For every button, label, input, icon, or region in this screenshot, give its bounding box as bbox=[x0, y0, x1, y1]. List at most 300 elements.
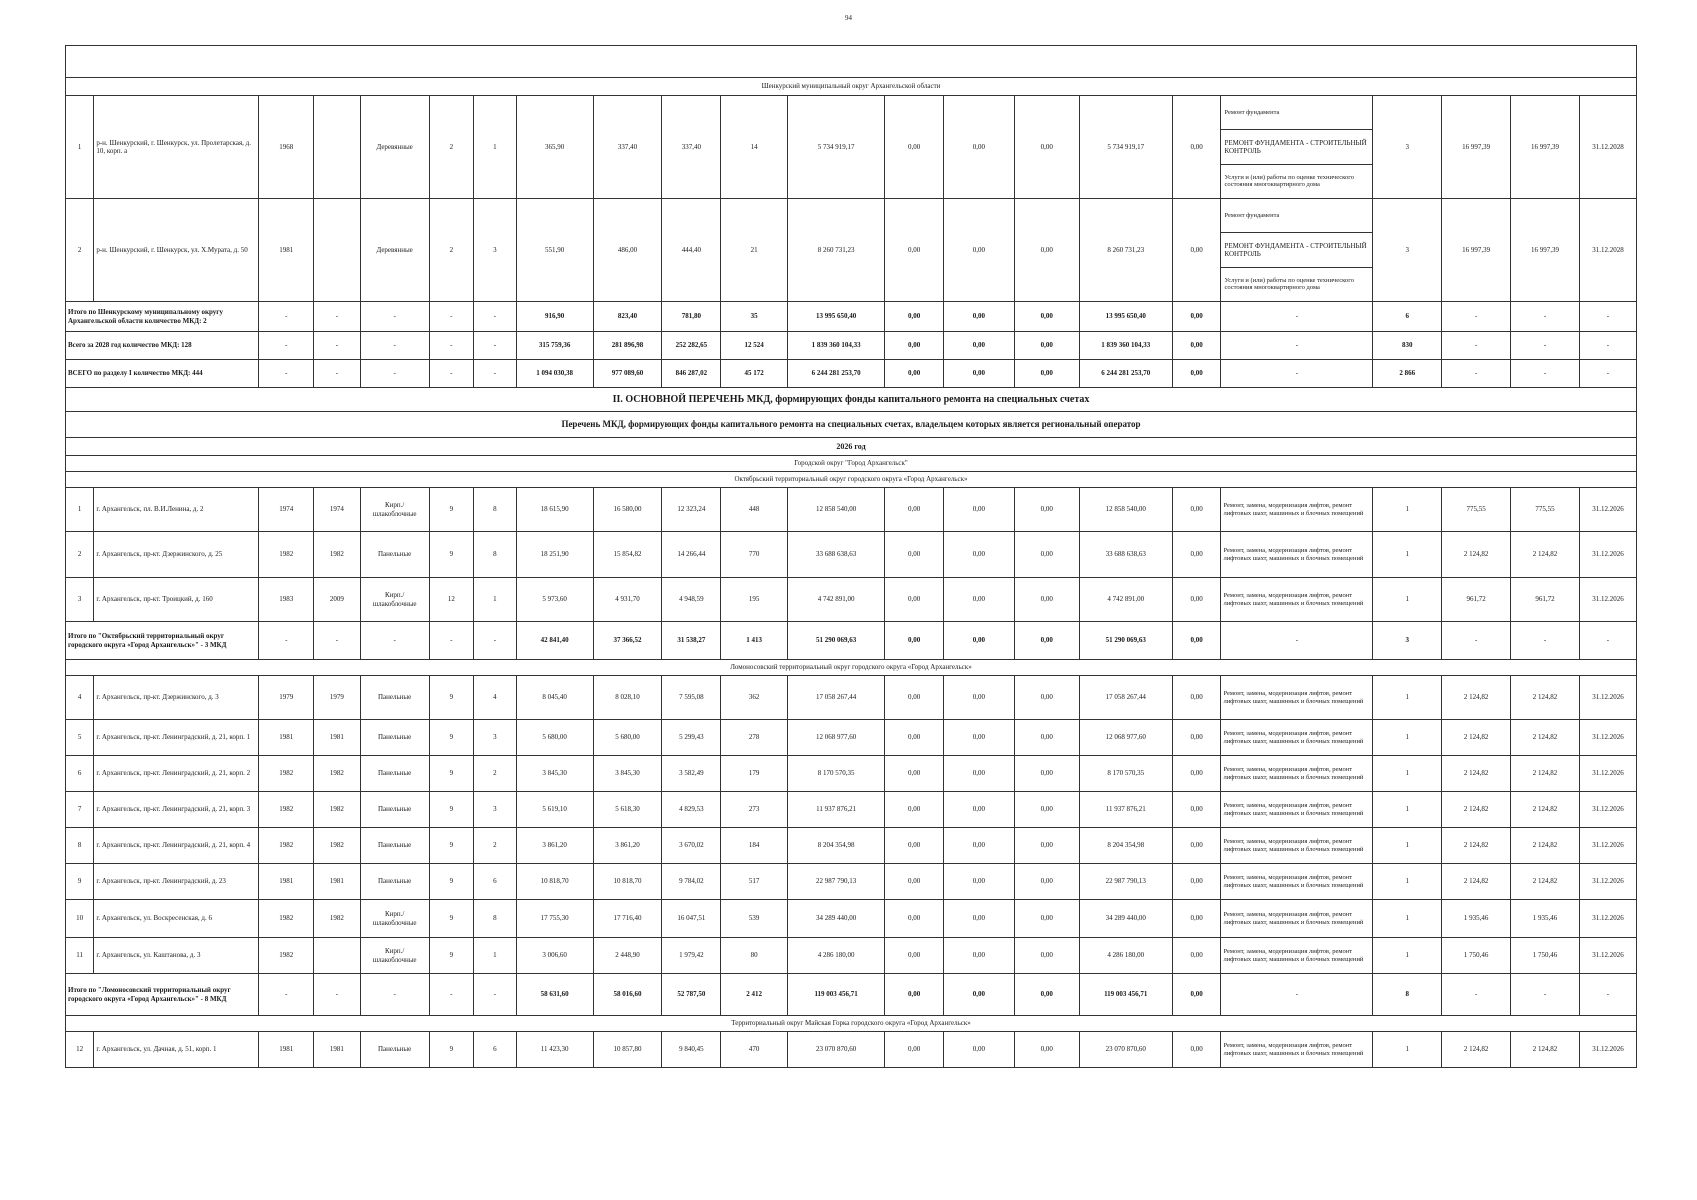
premises-area-cell: 977 089,60 bbox=[593, 360, 662, 388]
placeholder-cell: - bbox=[314, 360, 361, 388]
fund-local-cell: 0,00 bbox=[1014, 938, 1079, 974]
work-count-cell: 1 bbox=[1373, 1032, 1442, 1068]
entrances-cell: 8 bbox=[474, 900, 517, 938]
unit-cost-cell: 16 997,39 bbox=[1442, 96, 1511, 199]
cost-total-cell: 12 068 977,60 bbox=[788, 720, 885, 756]
placeholder-cell: - bbox=[1221, 360, 1373, 388]
premises-area-cell: 16 580,00 bbox=[593, 488, 662, 532]
address-cell: г. Архангельск, пр-кт. Ленинградский, д. 21, корп. 4 bbox=[94, 828, 259, 864]
table-row bbox=[66, 96, 1637, 199]
floors-cell: 9 bbox=[429, 1032, 474, 1068]
subtotal-row bbox=[66, 622, 1637, 660]
fund-federal-cell: 0,00 bbox=[885, 532, 944, 578]
residential-area-cell: 16 047,51 bbox=[662, 900, 721, 938]
work-type-cell: Ремонт, замена, модернизация лифтов, ремонт лифтовых шахт, машинных и блочных помещений bbox=[1221, 828, 1373, 864]
placeholder-cell: - bbox=[314, 622, 361, 660]
total-area-cell: 551,90 bbox=[516, 199, 593, 302]
fund-other-cell: 0,00 bbox=[1172, 792, 1221, 828]
max-unit-cost-cell: 16 997,39 bbox=[1511, 199, 1580, 302]
fund-local-cell: 0,00 bbox=[1014, 302, 1079, 332]
fund-regional-cell: 0,00 bbox=[943, 792, 1014, 828]
unit-cost-cell: 2 124,82 bbox=[1442, 828, 1511, 864]
floors-cell: 12 bbox=[429, 578, 474, 622]
max-unit-cost-cell: 2 124,82 bbox=[1511, 1032, 1580, 1068]
section-heading-row bbox=[66, 388, 1637, 412]
fund-owners-cell: 12 068 977,60 bbox=[1079, 720, 1172, 756]
total-area-cell: 3 006,60 bbox=[516, 938, 593, 974]
fund-regional-cell: 0,00 bbox=[943, 532, 1014, 578]
work-type-cell: Ремонт, замена, модернизация лифтов, ремонт лифтовых шахт, машинных и блочных помещений bbox=[1221, 488, 1373, 532]
work-count-cell: 1 bbox=[1373, 864, 1442, 900]
fund-federal-cell: 0,00 bbox=[885, 488, 944, 532]
residential-area-cell: 14 266,44 bbox=[662, 532, 721, 578]
year-commissioned-cell: 1974 bbox=[314, 488, 361, 532]
fund-regional-cell: 0,00 bbox=[943, 756, 1014, 792]
table-row bbox=[66, 199, 1637, 302]
deadline-cell: 31.12.2028 bbox=[1579, 199, 1636, 302]
fund-federal-cell: 0,00 bbox=[885, 974, 944, 1016]
residential-area-cell: 337,40 bbox=[662, 96, 721, 199]
entrances-cell: 8 bbox=[474, 488, 517, 532]
fund-local-cell: 0,00 bbox=[1014, 1032, 1079, 1068]
placeholder-cell: - bbox=[1221, 622, 1373, 660]
subtotal-label: Итого по Шенкурскому муниципальному округу Архангельской области количество МКД: 2 bbox=[66, 302, 259, 332]
total-area-cell: 5 973,60 bbox=[516, 578, 593, 622]
deadline-cell: 31.12.2026 bbox=[1579, 900, 1636, 938]
fund-regional-cell: 0,00 bbox=[943, 488, 1014, 532]
subtotal-row bbox=[66, 302, 1637, 332]
placeholder-cell: - bbox=[1579, 302, 1636, 332]
work-count-cell: 1 bbox=[1373, 828, 1442, 864]
floors-cell: 9 bbox=[429, 900, 474, 938]
year-total-row bbox=[66, 332, 1637, 360]
year-built-cell: 1982 bbox=[259, 792, 314, 828]
total-area-cell: 10 818,70 bbox=[516, 864, 593, 900]
address-cell: р-н. Шенкурский, г. Шенкурск, ул. Х.Мурата, д. 50 bbox=[94, 199, 259, 302]
max-unit-cost-cell: 775,55 bbox=[1511, 488, 1580, 532]
fund-other-cell: 0,00 bbox=[1172, 488, 1221, 532]
work-type-cell: Ремонт, замена, модернизация лифтов, ремонт лифтовых шахт, машинных и блочных помещений bbox=[1221, 1032, 1373, 1068]
row-number: 9 bbox=[66, 864, 94, 900]
premises-area-cell: 823,40 bbox=[593, 302, 662, 332]
placeholder-cell: - bbox=[474, 302, 517, 332]
fund-owners-cell: 17 058 267,44 bbox=[1079, 676, 1172, 720]
cost-total-cell: 11 937 876,21 bbox=[788, 792, 885, 828]
district-title: Ломоносовский территориальный округ городского округа «Город Архангельск» bbox=[66, 660, 1637, 676]
year-total-label: Всего за 2028 год количество МКД: 128 bbox=[66, 332, 259, 360]
row-number: 1 bbox=[66, 488, 94, 532]
fund-federal-cell: 0,00 bbox=[885, 332, 944, 360]
year-commissioned-cell: 1982 bbox=[314, 900, 361, 938]
entrances-cell: 2 bbox=[474, 756, 517, 792]
premises-area-cell: 486,00 bbox=[593, 199, 662, 302]
deadline-cell: 31.12.2026 bbox=[1579, 720, 1636, 756]
fund-federal-cell: 0,00 bbox=[885, 360, 944, 388]
year-commissioned-cell: 1981 bbox=[314, 1032, 361, 1068]
fund-regional-cell: 0,00 bbox=[943, 676, 1014, 720]
address-cell: г. Архангельск, пр-кт. Дзержинского, д. 25 bbox=[94, 532, 259, 578]
max-unit-cost-cell: 1 750,46 bbox=[1511, 938, 1580, 974]
year-commissioned-cell bbox=[314, 199, 361, 302]
fund-regional-cell: 0,00 bbox=[943, 720, 1014, 756]
placeholder-cell: - bbox=[360, 622, 429, 660]
placeholder-cell: - bbox=[1579, 622, 1636, 660]
placeholder-cell: - bbox=[314, 332, 361, 360]
year-built-cell: 1981 bbox=[259, 1032, 314, 1068]
cost-total-cell: 4 286 180,00 bbox=[788, 938, 885, 974]
cost-total-cell: 51 290 069,63 bbox=[788, 622, 885, 660]
entrances-cell: 2 bbox=[474, 828, 517, 864]
cost-total-cell: 8 260 731,23 bbox=[788, 199, 885, 302]
fund-local-cell: 0,00 bbox=[1014, 622, 1079, 660]
max-unit-cost-cell: 2 124,82 bbox=[1511, 720, 1580, 756]
placeholder-cell: - bbox=[259, 302, 314, 332]
row-number: 2 bbox=[66, 532, 94, 578]
unit-cost-cell: 2 124,82 bbox=[1442, 532, 1511, 578]
fund-owners-cell: 11 937 876,21 bbox=[1079, 792, 1172, 828]
residential-area-cell: 9 840,45 bbox=[662, 1032, 721, 1068]
table-row bbox=[66, 578, 1637, 622]
residents-cell: 45 172 bbox=[721, 360, 788, 388]
wall-material-cell: Панельные bbox=[360, 676, 429, 720]
placeholder-cell: - bbox=[429, 302, 474, 332]
table-row bbox=[66, 864, 1637, 900]
residential-area-cell: 444,40 bbox=[662, 199, 721, 302]
fund-owners-cell: 4 286 180,00 bbox=[1079, 938, 1172, 974]
placeholder-cell: - bbox=[1511, 974, 1580, 1016]
year-commissioned-cell: 1979 bbox=[314, 676, 361, 720]
total-area-cell: 3 845,30 bbox=[516, 756, 593, 792]
section-total-row bbox=[66, 360, 1637, 388]
fund-owners-cell: 8 204 354,98 bbox=[1079, 828, 1172, 864]
year-built-cell: 1982 bbox=[259, 532, 314, 578]
residential-area-cell: 781,80 bbox=[662, 302, 721, 332]
fund-other-cell: 0,00 bbox=[1172, 96, 1221, 199]
work-count-cell: 8 bbox=[1373, 974, 1442, 1016]
residents-cell: 2 412 bbox=[721, 974, 788, 1016]
address-cell: р-н. Шенкурский, г. Шенкурск, ул. Пролетарская, д. 10, корп. а bbox=[94, 96, 259, 199]
premises-area-cell: 3 845,30 bbox=[593, 756, 662, 792]
work-count-cell: 1 bbox=[1373, 756, 1442, 792]
total-area-cell: 365,90 bbox=[516, 96, 593, 199]
fund-other-cell: 0,00 bbox=[1172, 938, 1221, 974]
year-label: 2026 год bbox=[66, 438, 1637, 456]
entrances-cell: 1 bbox=[474, 96, 517, 199]
placeholder-cell: - bbox=[259, 332, 314, 360]
work-count-cell: 1 bbox=[1373, 720, 1442, 756]
district-title: Территориальный округ Майская Горка городского округа «Город Архангельск» bbox=[66, 1016, 1637, 1032]
residential-area-cell: 7 595,08 bbox=[662, 676, 721, 720]
fund-other-cell: 0,00 bbox=[1172, 676, 1221, 720]
work-count-cell: 1 bbox=[1373, 676, 1442, 720]
placeholder-cell: - bbox=[1511, 332, 1580, 360]
residents-cell: 179 bbox=[721, 756, 788, 792]
entrances-cell: 3 bbox=[474, 199, 517, 302]
fund-federal-cell: 0,00 bbox=[885, 792, 944, 828]
premises-area-cell: 4 931,70 bbox=[593, 578, 662, 622]
fund-local-cell: 0,00 bbox=[1014, 332, 1079, 360]
city-row bbox=[66, 456, 1637, 472]
fund-local-cell: 0,00 bbox=[1014, 792, 1079, 828]
max-unit-cost-cell: 961,72 bbox=[1511, 578, 1580, 622]
placeholder-cell: - bbox=[1579, 974, 1636, 1016]
fund-owners-cell: 8 170 570,35 bbox=[1079, 756, 1172, 792]
max-unit-cost-cell: 1 935,46 bbox=[1511, 900, 1580, 938]
total-area-cell: 17 755,30 bbox=[516, 900, 593, 938]
max-unit-cost-cell: 2 124,82 bbox=[1511, 792, 1580, 828]
placeholder-cell: - bbox=[259, 622, 314, 660]
entrances-cell: 1 bbox=[474, 938, 517, 974]
total-area-cell: 18 615,90 bbox=[516, 488, 593, 532]
placeholder-cell: - bbox=[1442, 332, 1511, 360]
year-built-cell: 1982 bbox=[259, 938, 314, 974]
blank-top-row bbox=[66, 46, 1637, 78]
fund-local-cell: 0,00 bbox=[1014, 360, 1079, 388]
premises-area-cell: 5 680,00 bbox=[593, 720, 662, 756]
deadline-cell: 31.12.2026 bbox=[1579, 792, 1636, 828]
wall-material-cell: Панельные bbox=[360, 720, 429, 756]
floors-cell: 9 bbox=[429, 676, 474, 720]
fund-other-cell: 0,00 bbox=[1172, 900, 1221, 938]
unit-cost-cell: 2 124,82 bbox=[1442, 756, 1511, 792]
work-count-cell: 1 bbox=[1373, 938, 1442, 974]
residents-cell: 278 bbox=[721, 720, 788, 756]
municipality-title: Шенкурский муниципальный округ Архангельской области bbox=[66, 78, 1637, 96]
cost-total-cell: 8 204 354,98 bbox=[788, 828, 885, 864]
list-title: Перечень МКД, формирующих фонды капитального ремонта на специальных счетах, владельцем которых является региональный оператор bbox=[66, 412, 1637, 438]
wall-material-cell: Панельные bbox=[360, 864, 429, 900]
address-cell: г. Архангельск, ул. Воскресенская, д. 6 bbox=[94, 900, 259, 938]
work-count-cell: 1 bbox=[1373, 792, 1442, 828]
residential-area-cell: 9 784,02 bbox=[662, 864, 721, 900]
work-type-cell: Ремонт, замена, модернизация лифтов, ремонт лифтовых шахт, машинных и блочных помещений bbox=[1221, 900, 1373, 938]
premises-area-cell: 2 448,90 bbox=[593, 938, 662, 974]
residents-cell: 12 524 bbox=[721, 332, 788, 360]
fund-local-cell: 0,00 bbox=[1014, 828, 1079, 864]
max-unit-cost-cell: 2 124,82 bbox=[1511, 532, 1580, 578]
total-area-cell: 5 619,10 bbox=[516, 792, 593, 828]
section-heading: II. ОСНОВНОЙ ПЕРЕЧЕНЬ МКД, формирующих фонды капитального ремонта на специальных счетах bbox=[66, 388, 1637, 412]
entrances-cell: 3 bbox=[474, 720, 517, 756]
residents-cell: 517 bbox=[721, 864, 788, 900]
row-number: 12 bbox=[66, 1032, 94, 1068]
floors-cell: 9 bbox=[429, 864, 474, 900]
district-title: Октябрьский территориальный округ городского округа «Город Архангельск» bbox=[66, 472, 1637, 488]
cost-total-cell: 8 170 570,35 bbox=[788, 756, 885, 792]
fund-federal-cell: 0,00 bbox=[885, 302, 944, 332]
row-number: 8 bbox=[66, 828, 94, 864]
total-area-cell: 1 094 030,38 bbox=[516, 360, 593, 388]
residential-area-cell: 52 787,50 bbox=[662, 974, 721, 1016]
placeholder-cell: - bbox=[1221, 302, 1373, 332]
work-type-cell: Ремонт, замена, модернизация лифтов, ремонт лифтовых шахт, машинных и блочных помещений bbox=[1221, 578, 1373, 622]
premises-area-cell: 10 818,70 bbox=[593, 864, 662, 900]
placeholder-cell: - bbox=[1511, 622, 1580, 660]
unit-cost-cell: 2 124,82 bbox=[1442, 1032, 1511, 1068]
wall-material-cell: Кирп./ шлакоблочные bbox=[360, 938, 429, 974]
premises-area-cell: 5 618,30 bbox=[593, 792, 662, 828]
work-type: РЕМОНТ ФУНДАМЕНТА - СТРОИТЕЛЬНЫЙ КОНТРОЛЬ bbox=[1221, 130, 1372, 164]
fund-other-cell: 0,00 bbox=[1172, 532, 1221, 578]
row-number: 11 bbox=[66, 938, 94, 974]
placeholder-cell: - bbox=[429, 974, 474, 1016]
placeholder-cell: - bbox=[1442, 974, 1511, 1016]
fund-other-cell: 0,00 bbox=[1172, 622, 1221, 660]
year-built-cell: 1981 bbox=[259, 199, 314, 302]
cost-total-cell: 17 058 267,44 bbox=[788, 676, 885, 720]
total-area-cell: 8 045,40 bbox=[516, 676, 593, 720]
year-commissioned-cell: 1981 bbox=[314, 864, 361, 900]
year-commissioned-cell: 1982 bbox=[314, 828, 361, 864]
wall-material-cell: Деревянные bbox=[360, 96, 429, 199]
cost-total-cell: 6 244 281 253,70 bbox=[788, 360, 885, 388]
residential-area-cell: 846 287,02 bbox=[662, 360, 721, 388]
fund-owners-cell: 119 003 456,71 bbox=[1079, 974, 1172, 1016]
fund-owners-cell: 13 995 650,40 bbox=[1079, 302, 1172, 332]
fund-federal-cell: 0,00 bbox=[885, 720, 944, 756]
premises-area-cell: 10 857,80 bbox=[593, 1032, 662, 1068]
residential-area-cell: 31 538,27 bbox=[662, 622, 721, 660]
entrances-cell: 1 bbox=[474, 578, 517, 622]
year-commissioned-cell bbox=[314, 938, 361, 974]
placeholder-cell: - bbox=[474, 622, 517, 660]
address-cell: г. Архангельск, пр-кт. Ленинградский, д. 21, корп. 2 bbox=[94, 756, 259, 792]
deadline-cell: 31.12.2026 bbox=[1579, 676, 1636, 720]
row-number: 7 bbox=[66, 792, 94, 828]
placeholder-cell: - bbox=[474, 360, 517, 388]
row-number: 3 bbox=[66, 578, 94, 622]
year-row bbox=[66, 438, 1637, 456]
deadline-cell: 31.12.2026 bbox=[1579, 864, 1636, 900]
unit-cost-cell: 16 997,39 bbox=[1442, 199, 1511, 302]
fund-regional-cell: 0,00 bbox=[943, 302, 1014, 332]
max-unit-cost-cell: 2 124,82 bbox=[1511, 756, 1580, 792]
fund-regional-cell: 0,00 bbox=[943, 578, 1014, 622]
row-number: 2 bbox=[66, 199, 94, 302]
floors-cell: 2 bbox=[429, 96, 474, 199]
entrances-cell: 3 bbox=[474, 792, 517, 828]
address-cell: г. Архангельск, ул. Каштанова, д. 3 bbox=[94, 938, 259, 974]
address-cell: г. Архангельск, пр-кт. Ленинградский, д. 21, корп. 3 bbox=[94, 792, 259, 828]
fund-other-cell: 0,00 bbox=[1172, 332, 1221, 360]
fund-local-cell: 0,00 bbox=[1014, 532, 1079, 578]
premises-area-cell: 17 716,40 bbox=[593, 900, 662, 938]
fund-other-cell: 0,00 bbox=[1172, 199, 1221, 302]
fund-other-cell: 0,00 bbox=[1172, 302, 1221, 332]
fund-owners-cell: 23 070 870,60 bbox=[1079, 1032, 1172, 1068]
table-row bbox=[66, 720, 1637, 756]
wall-material-cell: Панельные bbox=[360, 532, 429, 578]
cost-total-cell: 4 742 891,00 bbox=[788, 578, 885, 622]
fund-federal-cell: 0,00 bbox=[885, 1032, 944, 1068]
year-built-cell: 1982 bbox=[259, 828, 314, 864]
entrances-cell: 6 bbox=[474, 864, 517, 900]
total-area-cell: 58 631,60 bbox=[516, 974, 593, 1016]
subtotal-label: Итого по "Октябрьский территориальный округ городского округа «Город Архангельск»" - 3 МКД bbox=[66, 622, 259, 660]
subtotal-label: Итого по "Ломоносовский территориальный округ городского округа «Город Архангельск»" - 8 МКД bbox=[66, 974, 259, 1016]
fund-owners-cell: 33 688 638,63 bbox=[1079, 532, 1172, 578]
residential-area-cell: 3 670,02 bbox=[662, 828, 721, 864]
wall-material-cell: Панельные bbox=[360, 756, 429, 792]
work-type-cell: Ремонт, замена, модернизация лифтов, ремонт лифтовых шахт, машинных и блочных помещений bbox=[1221, 864, 1373, 900]
placeholder-cell: - bbox=[360, 974, 429, 1016]
residential-area-cell: 252 282,65 bbox=[662, 332, 721, 360]
fund-local-cell: 0,00 bbox=[1014, 720, 1079, 756]
fund-local-cell: 0,00 bbox=[1014, 578, 1079, 622]
list-title-row bbox=[66, 412, 1637, 438]
placeholder-cell: - bbox=[314, 302, 361, 332]
section-total-label: ВСЕГО по разделу I количество МКД: 444 bbox=[66, 360, 259, 388]
unit-cost-cell: 1 750,46 bbox=[1442, 938, 1511, 974]
placeholder-cell: - bbox=[1579, 332, 1636, 360]
fund-federal-cell: 0,00 bbox=[885, 676, 944, 720]
premises-area-cell: 37 366,52 bbox=[593, 622, 662, 660]
placeholder-cell: - bbox=[429, 360, 474, 388]
total-area-cell: 916,90 bbox=[516, 302, 593, 332]
fund-federal-cell: 0,00 bbox=[885, 96, 944, 199]
work-type-cell: Ремонт, замена, модернизация лифтов, ремонт лифтовых шахт, машинных и блочных помещений bbox=[1221, 532, 1373, 578]
fund-regional-cell: 0,00 bbox=[943, 900, 1014, 938]
fund-other-cell: 0,00 bbox=[1172, 1032, 1221, 1068]
fund-local-cell: 0,00 bbox=[1014, 756, 1079, 792]
placeholder-cell: - bbox=[474, 974, 517, 1016]
deadline-cell: 31.12.2026 bbox=[1579, 532, 1636, 578]
cost-total-cell: 13 995 650,40 bbox=[788, 302, 885, 332]
fund-regional-cell: 0,00 bbox=[943, 332, 1014, 360]
year-built-cell: 1981 bbox=[259, 864, 314, 900]
premises-area-cell: 15 854,82 bbox=[593, 532, 662, 578]
cost-total-cell: 33 688 638,63 bbox=[788, 532, 885, 578]
district-row bbox=[66, 660, 1637, 676]
fund-local-cell: 0,00 bbox=[1014, 488, 1079, 532]
unit-cost-cell: 2 124,82 bbox=[1442, 720, 1511, 756]
fund-other-cell: 0,00 bbox=[1172, 864, 1221, 900]
placeholder-cell: - bbox=[259, 974, 314, 1016]
placeholder-cell: - bbox=[1579, 360, 1636, 388]
district-row bbox=[66, 472, 1637, 488]
work-type: Ремонт фундамента bbox=[1221, 199, 1372, 233]
row-number: 6 bbox=[66, 756, 94, 792]
year-commissioned-cell: 2009 bbox=[314, 578, 361, 622]
fund-local-cell: 0,00 bbox=[1014, 199, 1079, 302]
total-area-cell: 11 423,30 bbox=[516, 1032, 593, 1068]
fund-federal-cell: 0,00 bbox=[885, 864, 944, 900]
placeholder-cell: - bbox=[429, 332, 474, 360]
deadline-cell: 31.12.2028 bbox=[1579, 96, 1636, 199]
year-commissioned-cell: 1982 bbox=[314, 532, 361, 578]
table-row bbox=[66, 938, 1637, 974]
residents-cell: 80 bbox=[721, 938, 788, 974]
work-count-cell: 1 bbox=[1373, 578, 1442, 622]
floors-cell: 9 bbox=[429, 720, 474, 756]
year-built-cell: 1974 bbox=[259, 488, 314, 532]
floors-cell: 9 bbox=[429, 938, 474, 974]
work-type: РЕМОНТ ФУНДАМЕНТА - СТРОИТЕЛЬНЫЙ КОНТРОЛЬ bbox=[1221, 233, 1372, 267]
fund-owners-cell: 1 839 360 104,33 bbox=[1079, 332, 1172, 360]
residents-cell: 14 bbox=[721, 96, 788, 199]
total-area-cell: 3 861,20 bbox=[516, 828, 593, 864]
work-type-cell: Ремонт, замена, модернизация лифтов, ремонт лифтовых шахт, машинных и блочных помещений bbox=[1221, 938, 1373, 974]
wall-material-cell: Кирп./ шлакоблочные bbox=[360, 900, 429, 938]
residential-area-cell: 4 948,59 bbox=[662, 578, 721, 622]
deadline-cell: 31.12.2026 bbox=[1579, 1032, 1636, 1068]
table-row bbox=[66, 756, 1637, 792]
cost-total-cell: 5 734 919,17 bbox=[788, 96, 885, 199]
residents-cell: 195 bbox=[721, 578, 788, 622]
max-unit-cost-cell: 2 124,82 bbox=[1511, 676, 1580, 720]
placeholder-cell: - bbox=[360, 302, 429, 332]
wall-material-cell: Панельные bbox=[360, 1032, 429, 1068]
